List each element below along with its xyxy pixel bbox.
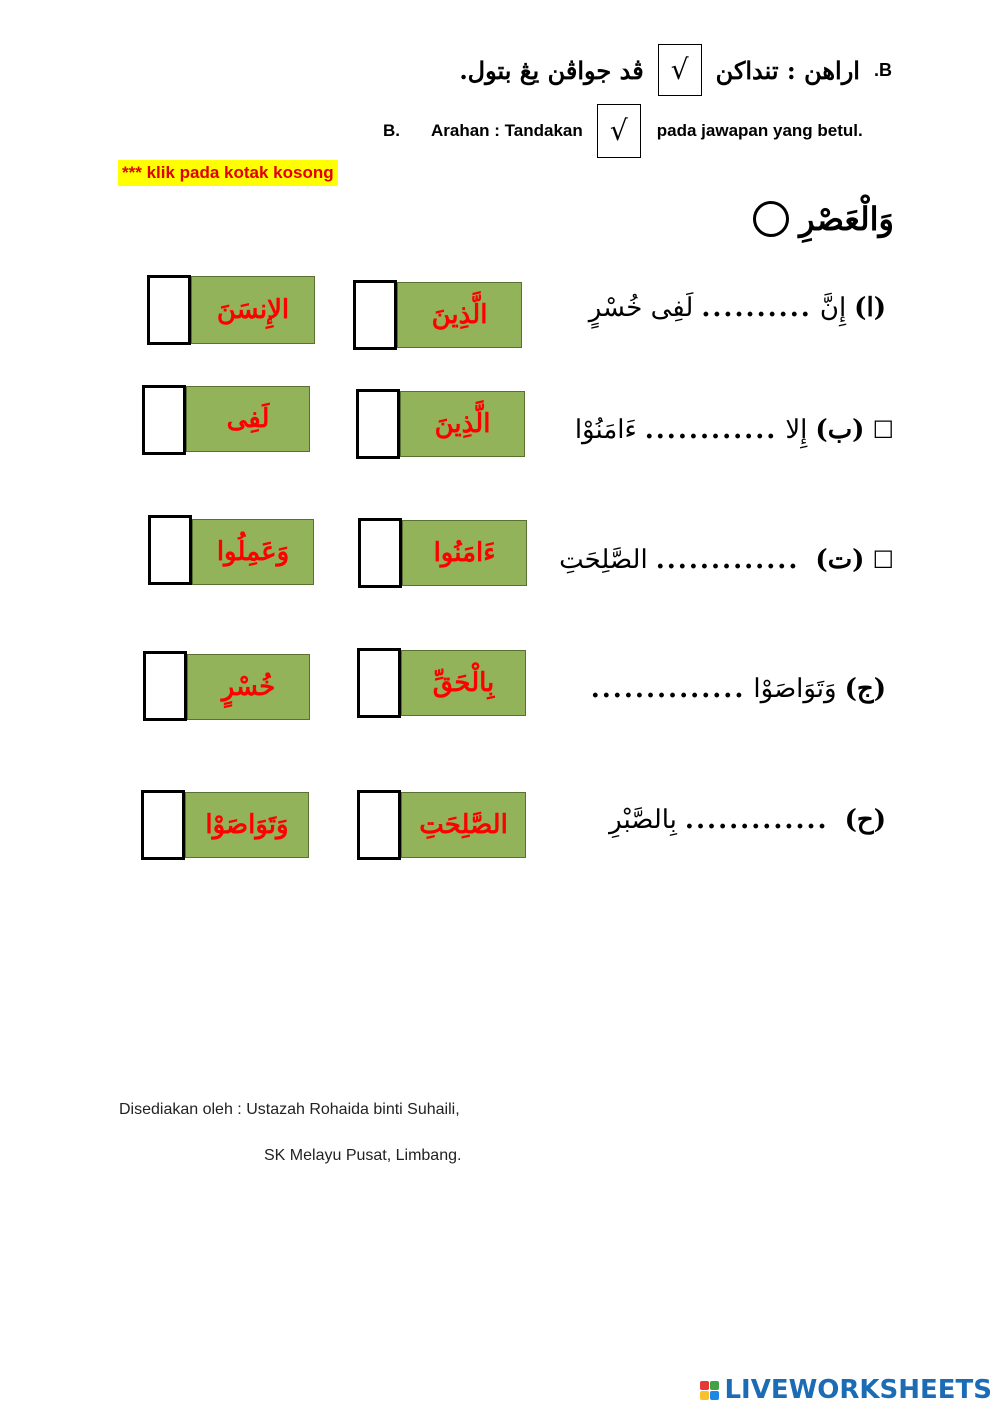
jawi-instruction: [459, 44, 892, 96]
option-word-5b: وَتَوَاصَوْا: [185, 792, 309, 858]
credit-author: Disediakan oleh : Ustazah Rohaida binti Suhaili,: [119, 1101, 460, 1118]
question-letter: (ح): [844, 805, 886, 835]
hint-banner: *** klik pada kotak kosong: [118, 160, 338, 186]
tick-symbol-box-rumi: √: [597, 104, 641, 158]
question-text-before: وَتَوَاصَوْا: [753, 674, 837, 704]
ayah-end-icon: [753, 201, 789, 237]
credit-school: SK Melayu Pusat, Limbang.: [264, 1147, 462, 1164]
question-text-after: الصَّلِحَتِ: [559, 545, 648, 575]
tick-symbol-box: √: [658, 44, 702, 96]
answer-checkbox-3b[interactable]: [148, 515, 192, 585]
answer-checkbox-3a[interactable]: [358, 518, 402, 588]
question-row-3: [559, 545, 894, 575]
option-word-2b: لَفِى: [186, 386, 310, 452]
jawi-instruction-before: اراهن : تنداكن: [715, 55, 860, 85]
option-word-1a: الَّذِينَ: [397, 282, 522, 348]
question-checkbox-icon: ☐: [872, 416, 894, 444]
question-text-before: إِلا: [785, 415, 808, 445]
logo-square: [700, 1391, 709, 1400]
rumi-instruction-before: Arahan : Tandakan: [431, 121, 583, 140]
answer-checkbox-2b[interactable]: [142, 385, 186, 455]
question-row-1: [589, 293, 894, 323]
answer-checkbox-2a[interactable]: [356, 389, 400, 459]
question-blank: .............: [655, 545, 800, 575]
rumi-section-label: B.: [383, 121, 400, 140]
surah-title: [753, 200, 894, 238]
option-word-3a: ءَامَنُوا: [402, 520, 527, 586]
answer-checkbox-1a[interactable]: [353, 280, 397, 350]
option-word-2a: الَّذِينَ: [400, 391, 525, 457]
option-word-4a: بِالْحَقِّ: [401, 650, 526, 716]
liveworksheets-logo: [700, 1375, 992, 1405]
option-word-4b: خُسْرٍ: [187, 654, 310, 720]
option-word-5a: الصَّلِحَتِ: [401, 792, 526, 858]
logo-square: [710, 1391, 719, 1400]
question-text-after: لَفِى خُسْرٍ: [588, 293, 694, 323]
question-text-after: بِالصَّبْرِ: [609, 805, 677, 835]
logo-square: [700, 1381, 709, 1390]
question-blank: ............: [644, 415, 778, 445]
rumi-instruction: [383, 104, 863, 158]
question-blank: ..........: [701, 293, 812, 323]
liveworksheets-logo-text: LIVEWORKSHEETS: [724, 1375, 992, 1405]
question-text-before: إِنَّ: [819, 293, 847, 323]
jawi-instruction-after: ڤد جواڤن يڠ بتول.: [459, 55, 644, 85]
answer-checkbox-1b[interactable]: [147, 275, 191, 345]
jawi-section-label: B.: [873, 59, 892, 80]
answer-checkbox-5a[interactable]: [357, 790, 401, 860]
question-row-5: [609, 805, 894, 835]
question-blank: .............: [684, 805, 829, 835]
question-text-after: ءَامَنُوْا: [574, 415, 637, 445]
question-letter: (ت): [815, 545, 865, 575]
answer-checkbox-4a[interactable]: [357, 648, 401, 718]
surah-title-text: وَالْعَصْرِ: [799, 200, 894, 238]
question-letter: (ا): [854, 293, 886, 323]
question-blank: ..............: [590, 674, 746, 704]
question-row-2: [575, 415, 894, 445]
answer-checkbox-4b[interactable]: [143, 651, 187, 721]
answer-checkbox-5b[interactable]: [141, 790, 185, 860]
liveworksheets-logo-icon: [700, 1381, 719, 1400]
logo-square: [710, 1381, 719, 1390]
option-word-3b: وَعَمِلُوا: [192, 519, 314, 585]
question-row-4: [583, 674, 894, 704]
rumi-instruction-after: pada jawapan yang betul.: [656, 121, 863, 140]
question-checkbox-icon: ☐: [872, 546, 894, 574]
question-letter: (ب): [815, 415, 865, 445]
option-word-1b: الإِنسَنَ: [191, 276, 315, 344]
question-letter: (ج): [844, 674, 886, 704]
